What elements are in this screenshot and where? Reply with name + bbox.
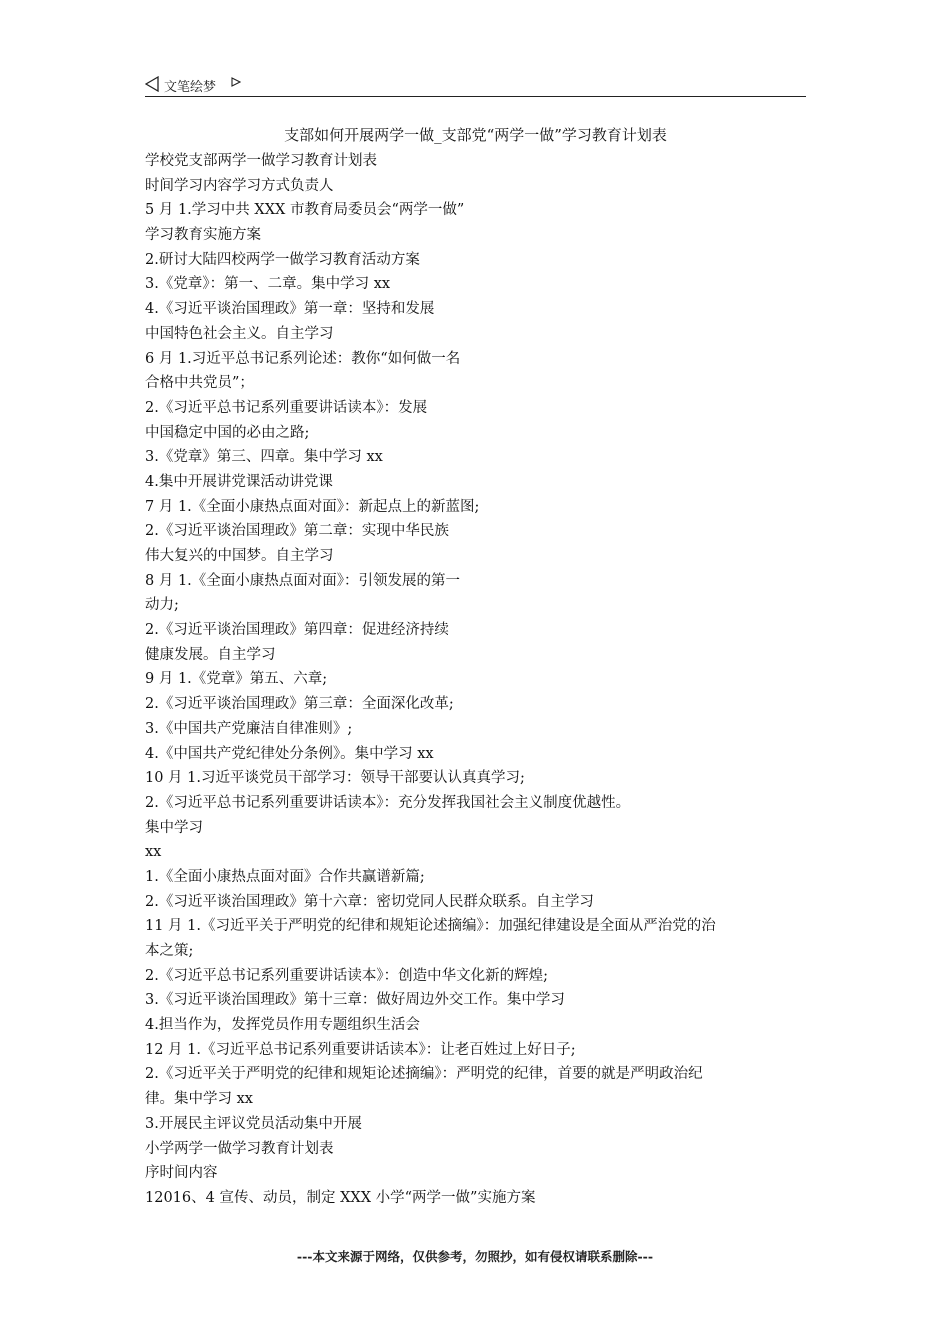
text-line: 2.《习近平关于严明党的纪律和规矩论述摘编》：严明党的纪律，首要的就是严明政治纪: [145, 1066, 703, 1083]
text-line: 3.《党章》第三、四章。集中学习 xx: [145, 449, 383, 466]
brand-name: 文笔绘梦: [164, 80, 217, 95]
text-line: 5 月 1.学习中共 XXX 市教育局委员会“两学一做”: [145, 202, 465, 219]
text-line: 集中学习: [145, 819, 203, 836]
text-line: 9 月 1.《党章》第五、六章;: [145, 671, 328, 688]
text-line: 7 月 1.《全面小康热点面对面》：新起点上的新蓝图;: [145, 498, 480, 515]
text-line: 4.担当作为，发挥党员作用专题组织生活会: [145, 1017, 420, 1034]
text-line: 中国特色社会主义。自主学习: [145, 325, 334, 342]
text-line: 3.《中国共产党廉洁自律准则》;: [145, 720, 353, 737]
text-line: 6 月 1.习近平总书记系列论述：教你“如何做一名: [145, 350, 461, 367]
page-header: [145, 74, 806, 97]
text-line: 序时间内容: [145, 1165, 218, 1182]
document-body: [145, 149, 806, 1211]
text-line: 2.《习近平谈治国理政》第十六章：密切党同人民群众联系。自主学习: [145, 893, 594, 910]
text-line: 伟大复兴的中国梦。自主学习: [145, 548, 334, 564]
text-line: 1.《全面小康热点面对面》合作共赢谱新篇;: [145, 868, 425, 885]
text-line: 2.《习近平谈治国理政》第三章：全面深化改革;: [145, 696, 454, 713]
text-line: 学习教育实施方案: [145, 227, 261, 244]
triangle-right-outline-icon: [231, 77, 241, 87]
text-line: 4.集中开展讲党课活动讲党课: [145, 473, 333, 490]
text-line: 合格中共党员”；: [145, 375, 254, 392]
text-line: 本之策;: [145, 943, 194, 959]
text-line: 2.《习近平谈治国理政》第二章：实现中华民族: [145, 523, 449, 540]
text-line: 小学两学一做学习教育计划表: [145, 1140, 334, 1157]
text-line: 12016、4 宣传、动员，制定 XXX 小学“两学一做”实施方案: [145, 1189, 536, 1206]
text-line: 4.《习近平谈治国理政》第一章：坚持和发展: [145, 301, 435, 318]
text-line: 4.《中国共产党纪律处分条例》。集中学习 xx: [145, 745, 434, 762]
text-line: 动力;: [145, 597, 179, 614]
document-title: 支部如何开展两学一做_支部党“两学一做”学习教育计划表: [284, 126, 667, 144]
text-line: 11 月 1.《习近平关于严明党的纪律和规矩论述摘编》：加强纪律建设是全面从严治党的治: [145, 918, 716, 935]
text-line: 健康发展。自主学习: [145, 646, 276, 663]
text-line: 2.《习近平谈治国理政》第四章：促进经济持续: [145, 622, 449, 639]
text-line: 3.《党章》：第一、二章。集中学习 xx: [145, 276, 391, 293]
text-line: 学校党支部两学一做学习教育计划表: [145, 153, 377, 169]
text-line: 中国稳定中国的必由之路;: [145, 424, 310, 441]
text-line: 2.《习近平总书记系列重要讲话读本》：发展: [145, 399, 428, 416]
text-line: 2.研讨大陆四校两学一做学习教育活动方案: [145, 251, 420, 268]
text-line: 10 月 1.习近平谈党员干部学习：领导干部要认认真真学习;: [145, 770, 525, 787]
text-line: 时间学习内容学习方式负责人: [145, 177, 334, 194]
text-line: 律。集中学习 xx: [145, 1091, 253, 1108]
text-line: 3.开展民主评议党员活动集中开展: [145, 1115, 362, 1132]
text-line: 12 月 1.《习近平总书记系列重要讲话读本》：让老百姓过上好日子;: [145, 1041, 576, 1058]
footer-notice: ---本文来源于网络，仅供参考，勿照抄，如有侵权请联系删除---: [296, 1249, 654, 1264]
text-line: 8 月 1.《全面小康热点面对面》：引领发展的第一: [145, 572, 461, 589]
text-line: 2.《习近平总书记系列重要讲话读本》：充分发挥我国社会主义制度优越性。: [145, 794, 631, 811]
triangle-left-outline-icon: [145, 76, 159, 92]
text-line: xx: [145, 844, 162, 861]
text-line: 2.《习近平总书记系列重要讲话读本》：创造中华文化新的辉煌;: [145, 967, 548, 984]
text-line: 3.《习近平谈治国理政》第十三章：做好周边外交工作。集中学习: [145, 992, 565, 1009]
